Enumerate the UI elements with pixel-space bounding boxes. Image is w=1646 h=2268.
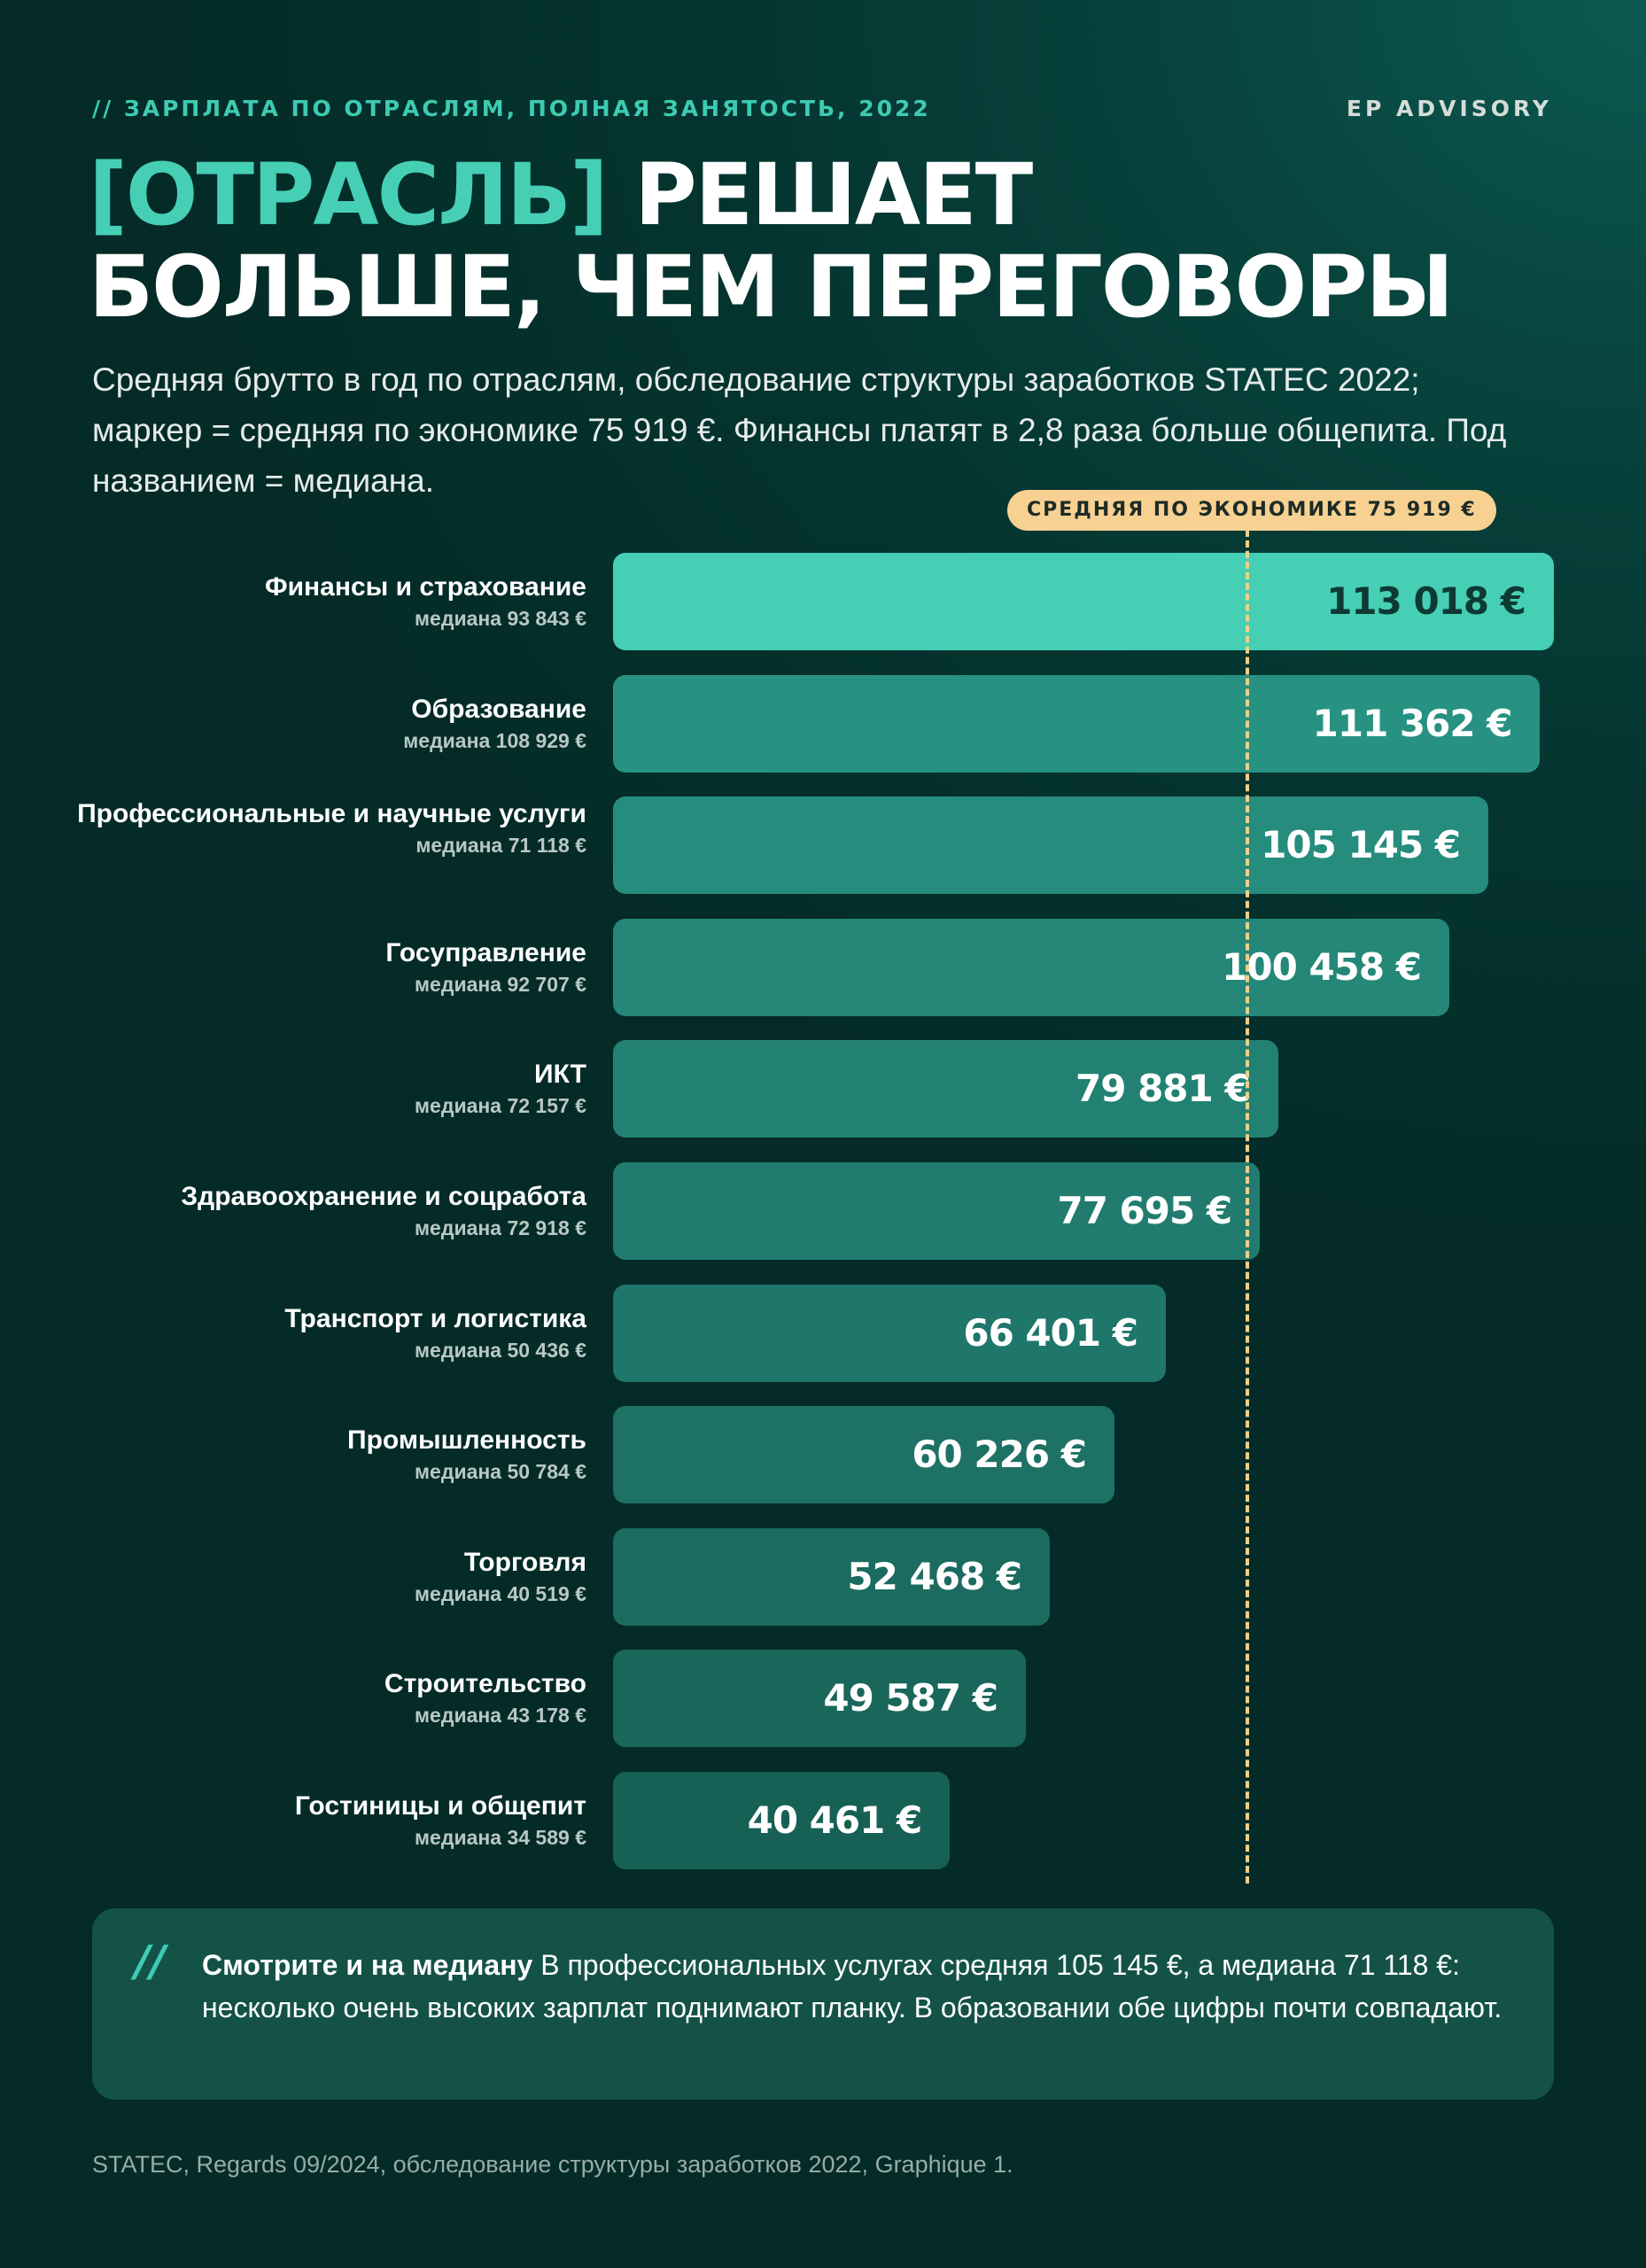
category-median: медиана 108 929 €	[403, 728, 586, 752]
note-lead: Смотрите и на медиану	[202, 1949, 533, 1981]
category-label	[55, 1424, 586, 1486]
bar-value-label: 52 468 €	[847, 1554, 1022, 1598]
category-label	[55, 1302, 586, 1364]
category-name: Здравоохранение и соцработа	[181, 1182, 586, 1211]
bar-value-label: 113 018 €	[1326, 579, 1526, 623]
category-median: медиана 93 843 €	[415, 607, 586, 630]
average-tag-label: СРЕДНЯЯ ПО ЭКОНОМИКЕ	[1027, 499, 1359, 521]
category-name: Профессиональные и научные услуги	[77, 799, 586, 829]
brand-logo: EP ADVISORY	[1346, 96, 1552, 121]
bar-value-label: 49 587 €	[823, 1676, 998, 1720]
category-label	[55, 1546, 586, 1608]
note-box	[92, 1908, 1554, 2100]
note-text	[202, 1944, 1513, 2029]
average-tag-value: 75 919 €	[1367, 499, 1477, 521]
average-line	[1246, 519, 1249, 1884]
category-name: Промышленность	[347, 1425, 586, 1456]
bar-value-label: 111 362 €	[1312, 701, 1512, 745]
category-median: медиана 72 157 €	[415, 1094, 586, 1118]
title-line2: БОЛЬШЕ, ЧЕМ ПЕРЕГОВОРЫ	[89, 237, 1453, 337]
category-name: Госуправление	[385, 937, 586, 967]
category-label	[55, 936, 586, 998]
title-accent: [ОТРАСЛЬ]	[89, 145, 607, 245]
category-label	[55, 1058, 586, 1120]
category-name: Финансы и страхование	[264, 572, 586, 602]
category-name: Строительство	[384, 1669, 586, 1699]
bar-value-label: 105 145 €	[1261, 823, 1461, 867]
bar-value-label: 79 881 €	[1075, 1067, 1250, 1111]
category-median: медиана 43 178 €	[415, 1704, 586, 1728]
bar-value-label: 77 695 €	[1057, 1189, 1232, 1232]
category-name: Гостиницы и общепит	[294, 1791, 586, 1821]
note-body: В профессиональных услугах средняя 105 145 €, а медиана 71 118 €: несколько очень высоких зарплат поднимают планку. В образовании обе цифры почти совпадают.	[202, 1949, 1502, 2023]
bar-value-label: 100 458 €	[1222, 944, 1421, 989]
category-label	[55, 797, 586, 859]
note-mark: //	[135, 1937, 167, 1986]
category-median: медиана 71 118 €	[415, 834, 586, 858]
category-name: Образование	[411, 694, 586, 724]
category-median: медиана 92 707 €	[415, 972, 586, 996]
source-note: STATEC, Regards 09/2024, обследование структуры заработков 2022, Graphique 1.	[92, 2151, 1013, 2178]
subtitle: Средняя брутто в год по отраслям, обследование структуры заработков STATEC 2022; маркер = средняя по экономике 75 919 €. Финансы платят в 2,8 раза больше общепита. Под названием = медиана.	[92, 361, 1507, 499]
category-median: медиана 40 519 €	[415, 1581, 586, 1605]
category-median: медиана 50 436 €	[415, 1338, 586, 1362]
category-label	[55, 1790, 586, 1852]
category-name: Транспорт и логистика	[284, 1303, 586, 1333]
average-tag	[1007, 490, 1496, 531]
category-median: медиана 72 918 €	[415, 1216, 586, 1239]
category-median: медиана 34 589 €	[415, 1826, 586, 1849]
category-name: ИКТ	[534, 1060, 586, 1090]
category-label	[55, 571, 586, 633]
category-name: Торговля	[463, 1547, 586, 1577]
title-rest: РЕШАЕТ	[606, 145, 1032, 245]
category-label	[55, 1180, 586, 1242]
bar-value-label: 60 226 €	[912, 1433, 1086, 1477]
bar-value-label: 40 461 €	[747, 1798, 922, 1842]
category-label	[55, 693, 586, 755]
kicker: // ЗАРПЛАТА ПО ОТРАСЛЯМ, ПОЛНАЯ ЗАНЯТОСТЬ, 2022	[92, 96, 931, 121]
category-median: медиана 50 784 €	[415, 1460, 586, 1484]
bar-value-label: 66 401 €	[963, 1310, 1137, 1355]
category-label	[55, 1667, 586, 1729]
